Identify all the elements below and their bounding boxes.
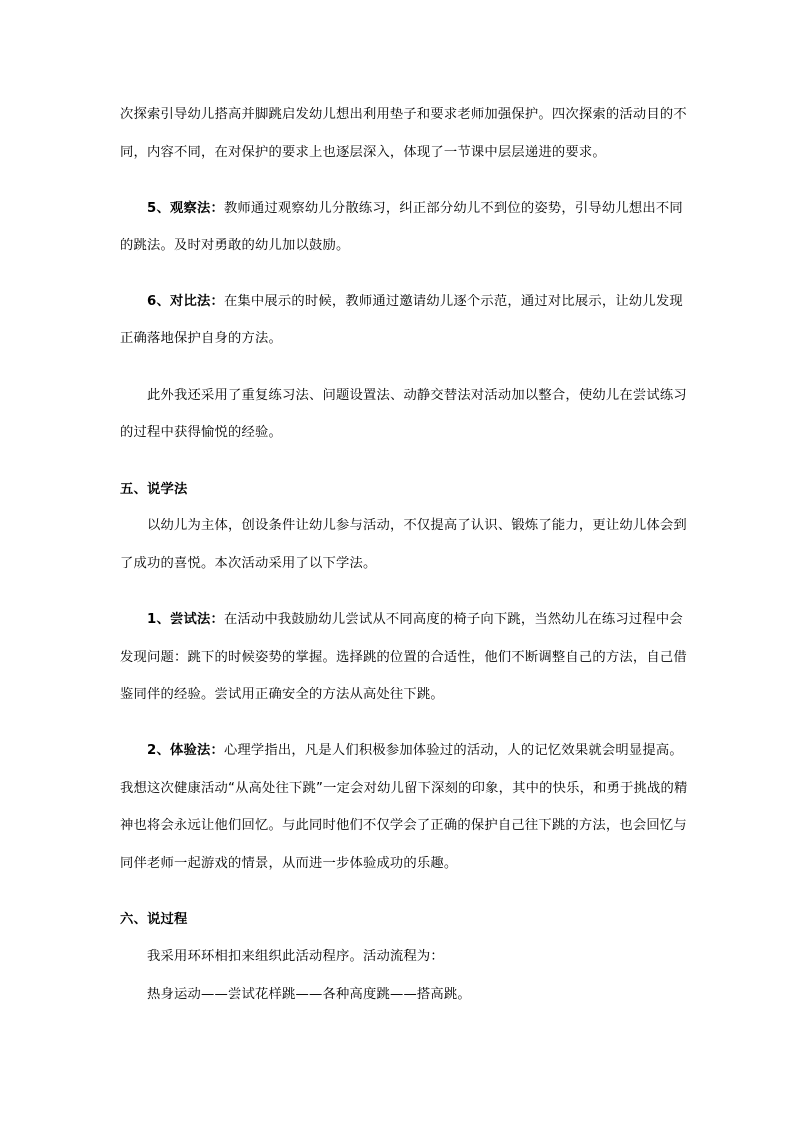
paragraph-line: 次探索引导幼儿搭高并脚跳启发幼儿想出利用垫子和要求老师加强保护。四次探索的活动目的不: [120, 107, 687, 122]
paragraph-line: 同，内容不同，在对保护的要求上也逐层深入，体现了一节课中层层递进的要求。: [120, 145, 606, 160]
method-label: 6、对比法：: [147, 294, 224, 309]
section-heading: 五、说学法: [120, 482, 188, 497]
method-text: 在集中展示的时候，教师通过邀请幼儿逐个示范，通过对比展示，让幼儿发现: [223, 294, 683, 309]
paragraph-line: 的过程中获得愉悦的经验。: [120, 425, 282, 440]
method-label: 2、体验法：: [147, 743, 224, 758]
paragraph-line: 我采用环环相扣来组织此活动程序。活动流程为：: [147, 949, 444, 964]
method-comparison: [147, 293, 683, 311]
paragraph-line: 发现问题：跳下的时候姿势的掌握。选择跳的位置的合适性，他们不断调整自己的方法，自己借: [120, 650, 687, 665]
learn-method-try: [147, 611, 683, 629]
method-text: 在活动中我鼓励幼儿尝试从不同高度的椅子向下跳，当然幼儿在练习过程中会: [223, 612, 683, 627]
learn-method-experience: [147, 742, 683, 760]
method-observation: [147, 200, 683, 218]
paragraph-line: 了成功的喜悦。本次活动采用了以下学法。: [120, 556, 377, 571]
section-heading: 六、说过程: [120, 912, 188, 927]
paragraph-line: 同伴老师一起游戏的情景，从而进一步体验成功的乐趣。: [120, 856, 458, 871]
paragraph-line: 神也将会永远让他们回忆。与此同时他们不仅学会了正确的保护自己往下跳的方法，也会回忆与: [120, 818, 687, 833]
paragraph-line: 的跳法。及时对勇敢的幼儿加以鼓励。: [120, 238, 350, 253]
method-label: 5、观察法：: [147, 201, 224, 216]
method-text: 教师通过观察幼儿分散练习，纠正部分幼儿不到位的姿势，引导幼儿想出不同: [223, 201, 683, 216]
method-label: 1、尝试法：: [147, 612, 224, 627]
paragraph-line: 此外我还采用了重复练习法、问题设置法、动静交替法对活动加以整合，使幼儿在尝试练习: [147, 388, 687, 403]
paragraph-line: 以幼儿为主体，创设条件让幼儿参与活动，不仅提高了认识、锻炼了能力，更让幼儿体会到: [147, 518, 687, 533]
paragraph-line: 正确落地保护自身的方法。: [120, 331, 282, 346]
method-text: 心理学指出，凡是人们积极参加体验过的活动，人的记忆效果就会明显提高。: [223, 743, 683, 758]
paragraph-line: 鉴同伴的经验。尝试用正确安全的方法从高处往下跳。: [120, 687, 444, 702]
paragraph-line: 热身运动——尝试花样跳——各种高度跳——搭高跳。: [147, 987, 471, 1002]
paragraph-line: 我想这次健康活动“从高处往下跳”一定会对幼儿留下深刻的印象，其中的快乐，和勇于挑战的精: [120, 781, 688, 796]
